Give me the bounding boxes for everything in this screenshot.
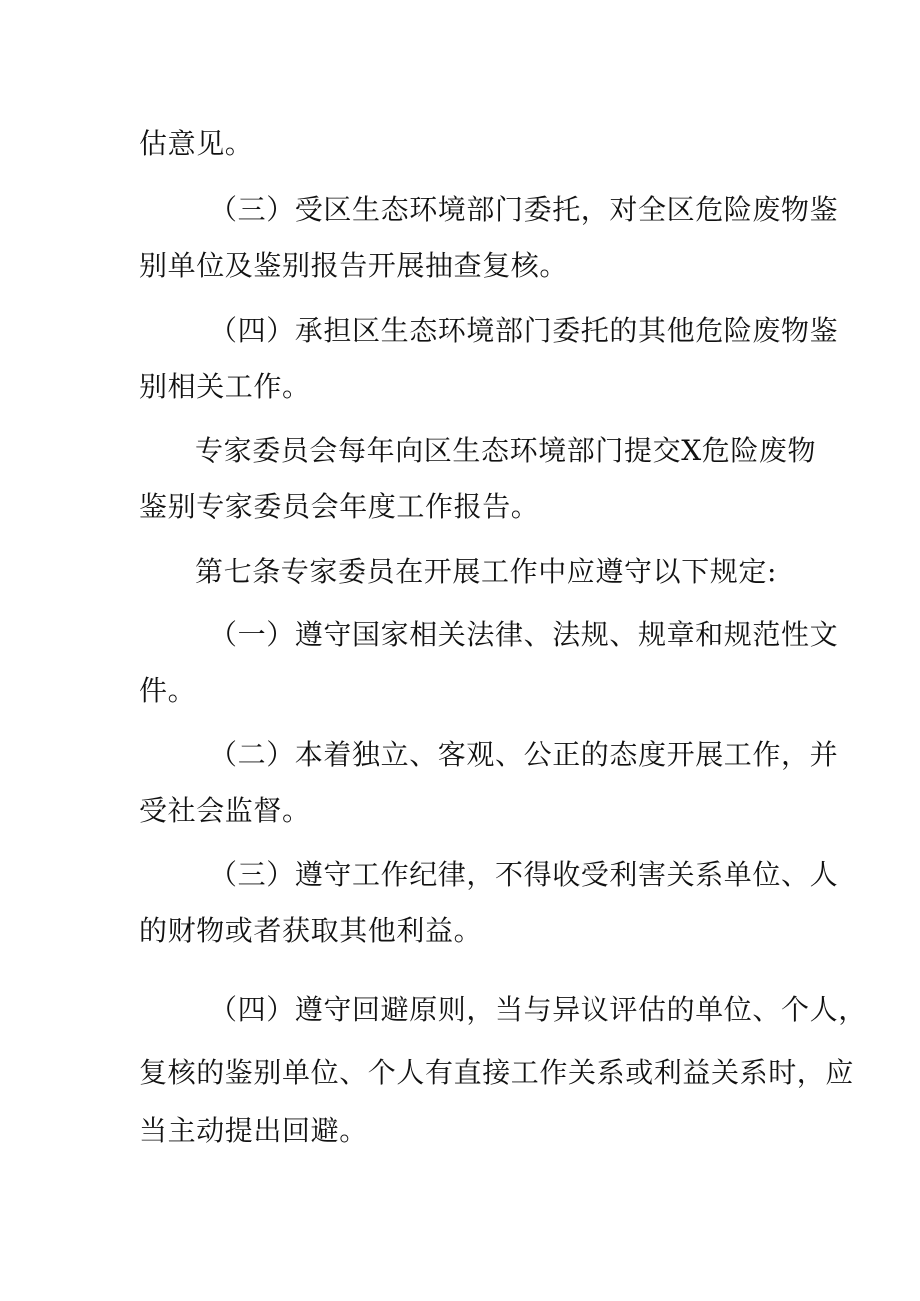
text-line-8: 第七条专家委员在开展工作中应遵守以下规定: [195, 555, 778, 588]
text-line-2: （三）受区生态环境部门委托，对全区危险废物鉴 [209, 193, 839, 226]
text-line-3: 别单位及鉴别报告开展抽查复核。 [139, 249, 569, 282]
text-line-5: 别相关工作。 [139, 370, 311, 403]
text-line-11: （二）本着独立、客观、公正的态度开展工作，并 [209, 738, 839, 771]
text-line-9: （一）遵守国家相关法律、法规、规章和规范性文 [209, 618, 839, 651]
text-line-16: 复核的鉴别单位、个人有直接工作关系或利益关系时，应 [139, 1056, 855, 1089]
text-line-1: 估意见。 [139, 127, 254, 160]
text-line-15: （四）遵守回避原则，当与异议评估的单位、个人， [209, 993, 867, 1026]
text-line-13: （三）遵守工作纪律，不得收受利害关系单位、人 [209, 858, 839, 891]
text-line-7: 鉴别专家委员会年度工作报告。 [139, 490, 540, 523]
text-line-14: 的财物或者获取其他利益。 [139, 914, 483, 947]
text-line-4: （四）承担区生态环境部门委托的其他危险废物鉴 [209, 314, 839, 347]
text-line-6: 专家委员会每年向区生态环境部门提交X危险废物 [195, 434, 817, 467]
text-line-12: 受社会监督。 [139, 794, 311, 827]
text-line-17: 当主动提出回避。 [139, 1114, 368, 1147]
text-line-10: 件。 [139, 674, 197, 707]
